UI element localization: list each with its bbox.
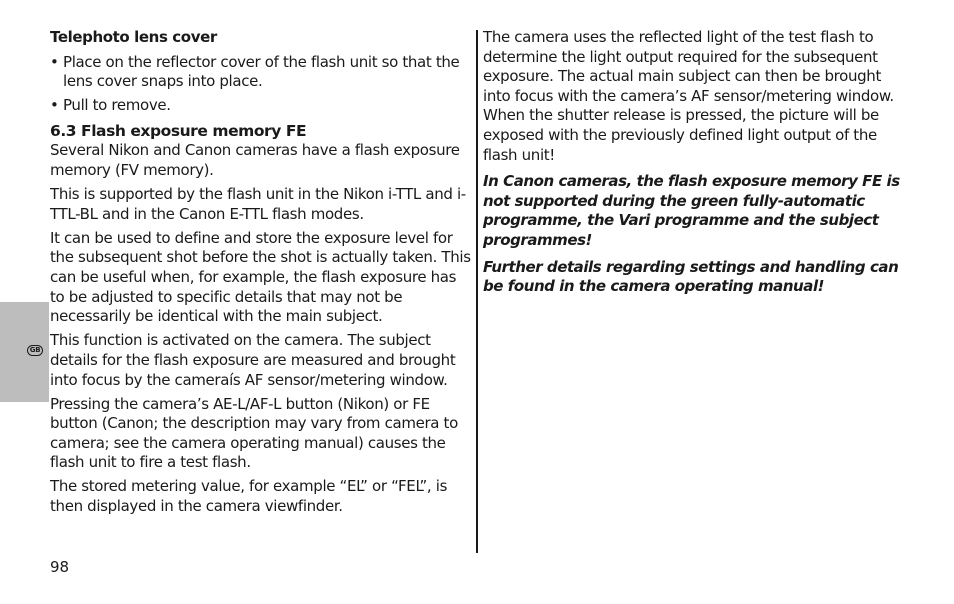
bullet-text: Pull to remove. [63, 96, 171, 115]
emphasis-note: In Canon cameras, the flash exposure memory FE is not supported during the green fully-automatic programme, the Vari programme and the subject programmes! [483, 172, 900, 249]
list-item [50, 53, 474, 92]
emphasis-note: Further details regarding settings and handling can be found in the camera operating manual! [483, 257, 899, 296]
bullet-dot: • [50, 52, 59, 71]
page-number: 98 [50, 558, 70, 576]
body-paragraph: Pressing the camera’s AE-L/AF-L button (Nikon) or FE button (Canon; the description may vary from camera to camera; see the camera operating manual) causes the flash unit to fire a test flash. [50, 394, 458, 472]
bullet-dot: • [50, 96, 59, 115]
body-paragraph: This function is activated on the camera. The subject details for the flash exposure are measured and brought into focus by the cameraís AF sensor/metering window. [50, 331, 456, 389]
body-paragraph: The stored metering value, for example “EL” or “FEL”, is then displayed in the camera viewfinder. [50, 477, 448, 516]
body-paragraph: This is supported by the flash unit in the Nikon i-TTL and i-TTL-BL and in the Canon E-TTL flash modes. [50, 185, 466, 223]
right-column [483, 28, 907, 301]
bullet-text: Place on the reflector cover of the flash unit so that the lens cover snaps into place. [63, 52, 460, 91]
body-paragraph: Several Nikon and Canon cameras have a flash exposure memory (FV memory). [50, 141, 460, 180]
column-divider [476, 30, 478, 553]
body-paragraph: It can be used to define and store the exposure level for the subsequent shot before the shot is actually taken. This can be useful when, for example, the flash exposure has to be adjusted to specific details that may not be necessarily be identical with the main subject. [50, 228, 471, 326]
section-heading: 6.3 Flash exposure memory FE [50, 121, 307, 140]
body-paragraph: The camera uses the reflected light of the test flash to determine the light output required for the subsequent exposure. The actual main subject can then be brought into focus with the camera’s AF sensor/metering window. When the shutter release is pressed, the picture will be exposed with the previously defined light output of the flash unit! [483, 28, 894, 164]
list-item [50, 96, 474, 116]
left-column [50, 28, 474, 521]
lens-cover-heading: Telephoto lens cover [50, 28, 217, 46]
language-badge-icon: GB [27, 345, 43, 356]
